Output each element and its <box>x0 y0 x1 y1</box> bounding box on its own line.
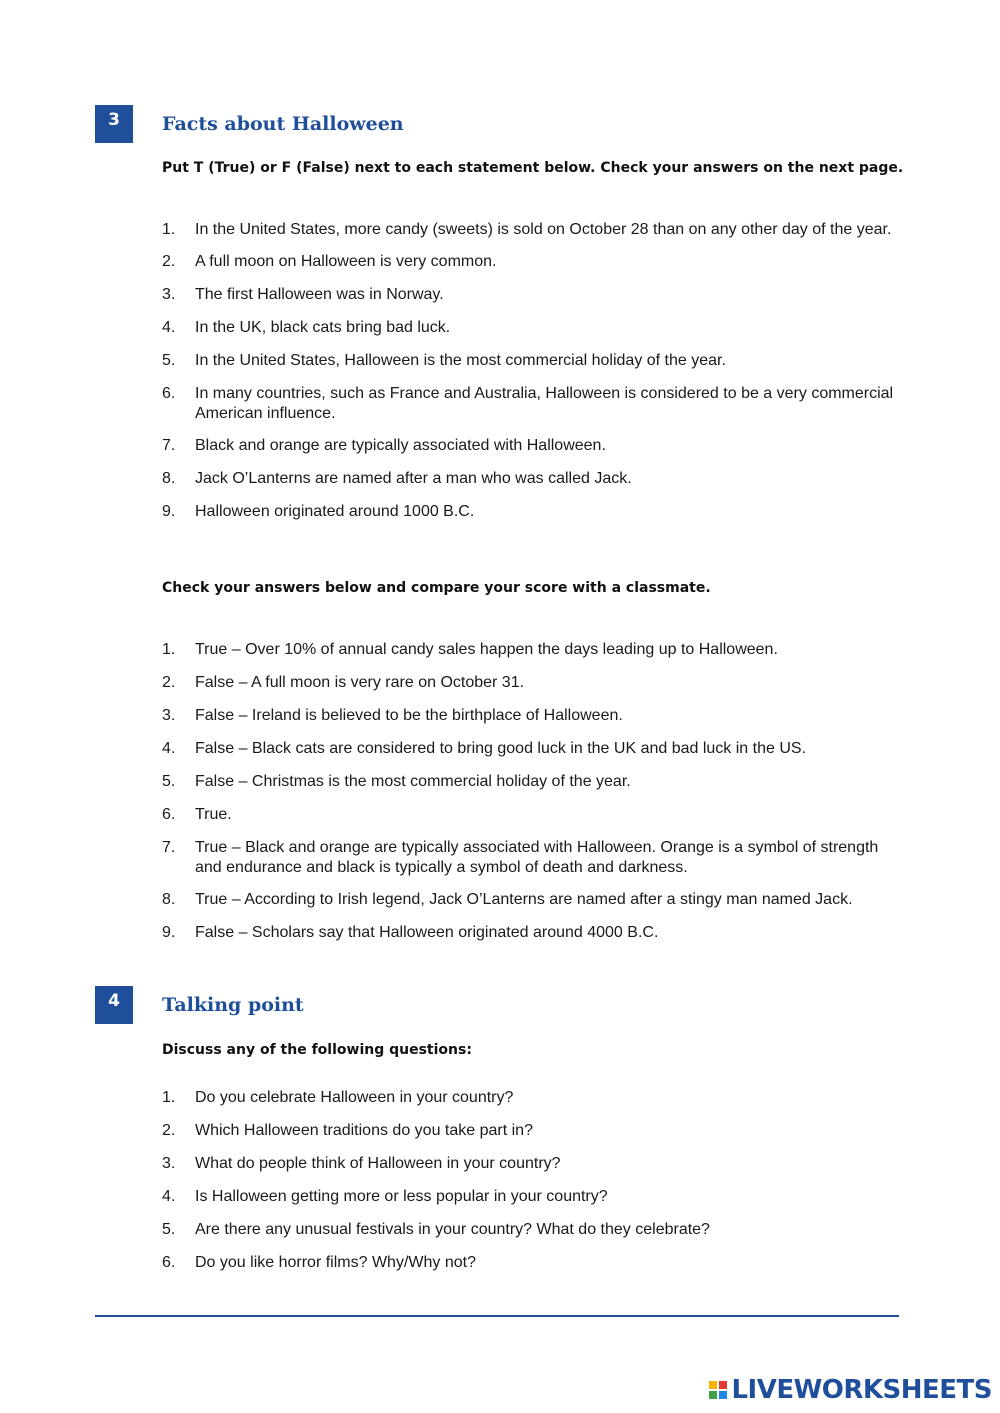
question-item <box>162 1187 902 1207</box>
statement-item-number: 1. <box>162 221 176 238</box>
section-3-title: Facts about Halloween <box>162 113 404 135</box>
statement-item-number: 2. <box>162 253 176 270</box>
answer-item <box>162 772 902 792</box>
question-item <box>162 1220 902 1240</box>
answer-item-number: 7. <box>162 839 176 856</box>
section-3-badge: 3 <box>95 105 133 143</box>
statement-item <box>162 318 902 338</box>
statement-item <box>162 285 902 305</box>
statement-item-text: In many countries, such as France and Australia, Halloween is considered to be a very commercial American influence. <box>195 385 894 422</box>
statement-item-text: Jack O’Lanterns are named after a man who was called Jack. <box>195 470 632 487</box>
answer-item-text: True. <box>195 806 232 823</box>
statement-item <box>162 252 902 272</box>
answer-item-number: 4. <box>162 740 176 757</box>
answer-item <box>162 673 902 693</box>
question-item-text: Which Halloween traditions do you take part in? <box>195 1122 533 1139</box>
question-item <box>162 1253 902 1273</box>
answer-item-text: False – Christmas is the most commercial holiday of the year. <box>195 773 631 790</box>
statement-item-text: The first Halloween was in Norway. <box>195 286 444 303</box>
logo-square-3 <box>709 1391 717 1399</box>
section-4-instruction: Discuss any of the following questions: <box>162 1042 472 1058</box>
statement-item <box>162 436 902 456</box>
question-item-number: 4. <box>162 1188 176 1205</box>
statement-item-text: Halloween originated around 1000 B.C. <box>195 503 475 520</box>
answer-item <box>162 640 902 660</box>
answer-item-text: False – Black cats are considered to bring good luck in the UK and bad luck in the US. <box>195 740 807 757</box>
logo-square-1 <box>709 1381 717 1389</box>
statement-item <box>162 502 902 522</box>
statement-item <box>162 220 902 240</box>
liveworksheets-brand[interactable] <box>709 1375 992 1405</box>
answers-instruction: Check your answers below and compare your score with a classmate. <box>162 580 711 596</box>
answer-item <box>162 739 902 759</box>
statement-item <box>162 384 902 424</box>
answer-item-text: False – Ireland is believed to be the birthplace of Halloween. <box>195 707 623 724</box>
section-4-title: Talking point <box>162 994 304 1016</box>
question-item-number: 1. <box>162 1089 176 1106</box>
question-item-number: 3. <box>162 1155 176 1172</box>
statement-item-number: 6. <box>162 385 176 402</box>
statement-item-text: In the UK, black cats bring bad luck. <box>195 319 451 336</box>
logo-square-4 <box>719 1391 727 1399</box>
logo-square-2 <box>719 1381 727 1389</box>
answer-item <box>162 890 902 910</box>
brand-name: LIVEWORKSHEETS <box>731 1375 992 1405</box>
answer-item <box>162 838 902 878</box>
answer-item-text: True – Over 10% of annual candy sales happen the days leading up to Halloween. <box>195 641 778 658</box>
answer-item-text: False – Scholars say that Halloween originated around 4000 B.C. <box>195 924 659 941</box>
questions-list <box>162 1088 902 1273</box>
section-3-instruction: Put T (True) or F (False) next to each statement below. Check your answers on the next page. <box>162 160 904 176</box>
statement-item <box>162 469 902 489</box>
statement-item-number: 4. <box>162 319 176 336</box>
question-item-number: 5. <box>162 1221 176 1238</box>
question-item <box>162 1154 902 1174</box>
question-item-text: What do people think of Halloween in your country? <box>195 1155 561 1172</box>
answer-item-number: 1. <box>162 641 176 658</box>
statement-item-number: 7. <box>162 437 176 454</box>
question-item-text: Is Halloween getting more or less popular in your country? <box>195 1188 608 1205</box>
statement-item-text: A full moon on Halloween is very common. <box>195 253 497 270</box>
answers-list <box>162 640 902 943</box>
statements-list <box>162 220 902 522</box>
statement-item-number: 5. <box>162 352 176 369</box>
footer-divider <box>95 1315 899 1317</box>
question-item-text: Do you celebrate Halloween in your country? <box>195 1089 514 1106</box>
statement-item <box>162 351 902 371</box>
question-item-number: 2. <box>162 1122 176 1139</box>
liveworksheets-logo-icon <box>709 1381 727 1399</box>
question-item <box>162 1088 902 1108</box>
answer-item-number: 9. <box>162 924 176 941</box>
statement-item-number: 9. <box>162 503 176 520</box>
statement-item-text: In the United States, more candy (sweets) is sold on October 28 than on any other day of the year. <box>195 221 892 238</box>
question-item-text: Are there any unusual festivals in your country? What do they celebrate? <box>195 1221 710 1238</box>
answer-item <box>162 706 902 726</box>
answer-item-number: 8. <box>162 891 176 908</box>
answer-item-number: 3. <box>162 707 176 724</box>
statement-item-text: Black and orange are typically associated with Halloween. <box>195 437 606 454</box>
question-item <box>162 1121 902 1141</box>
question-item-text: Do you like horror films? Why/Why not? <box>195 1254 476 1271</box>
question-item-number: 6. <box>162 1254 176 1271</box>
answer-item-number: 5. <box>162 773 176 790</box>
answer-item-number: 2. <box>162 674 176 691</box>
statement-item-text: In the United States, Halloween is the most commercial holiday of the year. <box>195 352 726 369</box>
statement-item-number: 8. <box>162 470 176 487</box>
statement-item-number: 3. <box>162 286 176 303</box>
section-4-badge: 4 <box>95 986 133 1024</box>
answer-item-text: True – According to Irish legend, Jack O’Lanterns are named after a stingy man named Jack. <box>195 891 853 908</box>
answer-item-text: False – A full moon is very rare on October 31. <box>195 674 525 691</box>
answer-item <box>162 923 902 943</box>
answer-item-text: True – Black and orange are typically associated with Halloween. Orange is a symbol of strength and endurance and black is typically a symbol of death and darkness. <box>195 839 879 876</box>
answer-item-number: 6. <box>162 806 176 823</box>
answer-item <box>162 805 902 825</box>
